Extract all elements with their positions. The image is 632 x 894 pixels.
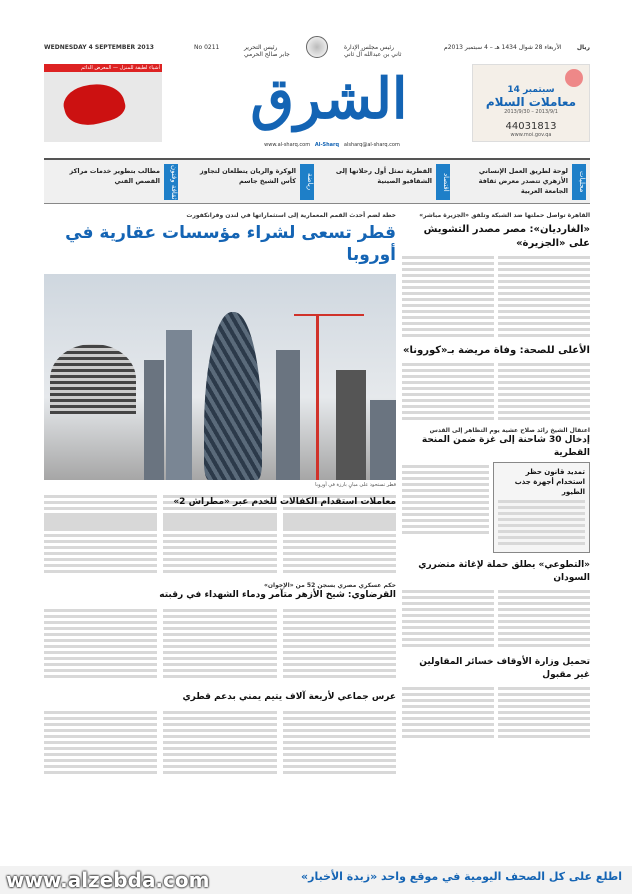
bottom-ad-banner[interactable] — [0, 866, 632, 894]
head-wedding[interactable]: عرس جماعي لأربعة آلاف يتيم يمني بدعم قطري — [182, 692, 396, 702]
kicker-raed: اعتقال الشيخ رائد صلاح عشية يوم التظاهر إلى القدس — [429, 427, 590, 434]
photo-tower — [276, 350, 300, 480]
photo-tower — [166, 330, 192, 480]
bottom-ad-url[interactable]: www.alzebda.com — [6, 868, 210, 892]
bar-text-local[interactable]: لوحة لطريق العمل الإنساني الأزهري تتصدر معرض ثقافة الجامعة العربية — [478, 167, 568, 195]
head-birds: تمديد قانون حظر استخدام أجهزة جذب الطيور — [514, 468, 585, 496]
main-kicker: خطة لضم أحدث القمم المعمارية إلى استثماراتها في لندن وفرانكفورت — [186, 212, 396, 219]
bar-tag-local[interactable]: محليات — [572, 164, 586, 200]
logo-sub — [222, 142, 442, 148]
ad-right-dates: 2013/9/30 – 2013/9/1 — [504, 109, 558, 115]
kicker-jazeera: القاهرة تواصل حملتها ضد الشبكة وتلفق «الجزيرة مباشر» — [419, 212, 590, 219]
photo-caption: قطر تستحوذ على مبانٍ بارزة في أوروبا — [315, 482, 396, 488]
flower-icon — [565, 69, 583, 87]
photo-tower — [336, 370, 366, 480]
bar-text-sports[interactable]: الوكرة والريان يتطلعان لتجاوز كأس الشيخ جاسم — [199, 167, 296, 185]
bar-tag-economy[interactable]: اقتصاد — [436, 164, 450, 200]
email[interactable]: alsharq@al-sharq.com — [343, 142, 400, 148]
newspaper-page — [44, 36, 590, 862]
ad-right-line2: معاملات السلام — [485, 95, 577, 109]
emblem-icon — [306, 36, 328, 58]
photo-tower — [144, 360, 164, 480]
date-ar: الأربعاء 28 شوال 1434 هـ – 4 سبتمبر 2013م — [444, 44, 562, 51]
bar-tag-sports[interactable]: رياضة — [300, 164, 314, 200]
logo-en: Al-Sharq — [314, 142, 340, 148]
kicker-egypt: حكم عسكري مصري بسجن 52 من «الإخوان» — [264, 582, 396, 589]
photo-building-curve — [50, 344, 136, 414]
main-story — [44, 212, 396, 531]
editor-name: جابر صالح الحرمي — [244, 51, 290, 58]
birds-box[interactable] — [493, 462, 590, 553]
ad-right-line1: 14 سبتمبر — [507, 85, 555, 95]
crane-mast — [316, 314, 319, 480]
bar-tag-culture[interactable]: ثقافة وفنون — [164, 164, 178, 200]
ad-left-text: أشياء لطيفة للمنزل — المعرض الدائم — [81, 65, 160, 71]
photo-gherkin — [204, 312, 262, 480]
main-photo[interactable] — [44, 274, 396, 480]
right-column — [402, 212, 590, 741]
head-guardian[interactable]: «الغارديان»: مصر مصدر التشويش على «الجزيرة» — [423, 224, 590, 249]
chairman-label: رئيس مجلس الإدارة — [344, 44, 395, 51]
chairman-name: ثاني بن عبدالله آل ثاني — [344, 51, 402, 58]
kafalat-body — [44, 513, 396, 576]
head-kafalat[interactable]: معاملات استقدام الكفالات للخدم عبر «مطراش 2» — [173, 497, 396, 507]
head-awqaf[interactable]: تحميل وزارة الأوقاف خسائر المقاولين غير مقبول — [419, 657, 590, 680]
sections-bar — [44, 158, 590, 204]
head-sudan[interactable]: «التطوعي» يطلق حملة لإغاثة متضرري السودان — [418, 560, 590, 583]
issue-number: No 0211 — [194, 44, 220, 51]
head-corona[interactable]: الأعلى للصحة: وفاة مريضة بـ«كورونا» — [403, 345, 590, 356]
bar-text-economy[interactable]: القطرية تمثل أول رحلاتها إلى الشقاقيو الصينية — [335, 167, 432, 185]
mid-stories — [44, 496, 396, 777]
price: ريال — [576, 44, 590, 51]
bottom-ad-message: اطلع على كل الصحف اليومية في موقع واحد «زبدة الأخبار» — [301, 870, 622, 883]
editor-label: رئيس التحرير — [244, 44, 278, 51]
ad-right[interactable] — [472, 64, 590, 142]
crane-jib — [294, 314, 364, 316]
chair-shape-icon — [60, 77, 128, 131]
ad-right-phone: 44031813 — [505, 121, 557, 132]
photo-tower — [370, 400, 396, 480]
bar-text-culture[interactable]: مطالب بتطوير خدمات مراكز القصص الفني — [69, 167, 160, 185]
head-gaza[interactable]: إدخال 30 شاحنة إلى غزة ضمن المنحة القطرية — [421, 435, 590, 458]
main-headline[interactable]: قطر تسعى لشراء مؤسسات عقارية في أوروبا — [65, 223, 396, 265]
website[interactable]: www.al-sharq.com — [264, 142, 311, 148]
newspaper-logo: الشرق — [250, 66, 408, 132]
date-en: WEDNESDAY 4 SEPTEMBER 2013 — [44, 44, 154, 51]
ad-left[interactable] — [44, 64, 162, 142]
head-qaradawi[interactable]: القرضاوي: شيخ الأزهر متآمر ودماء الشهداء في رقبته — [159, 590, 396, 600]
ad-right-site: www.moi.gov.qa — [510, 132, 552, 138]
